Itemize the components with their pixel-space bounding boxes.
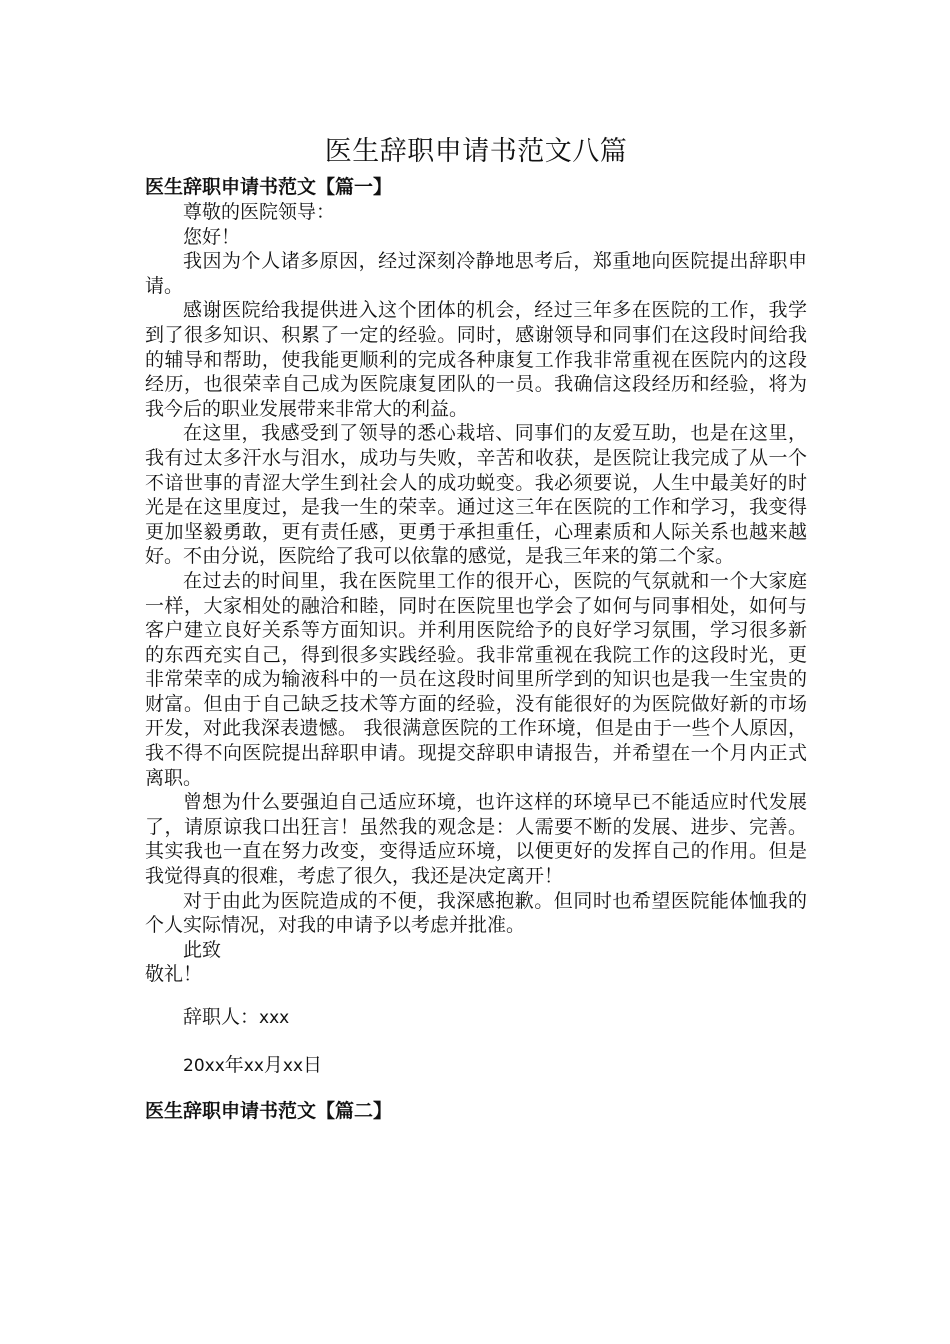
body-paragraph: 我因为个人诸多原因，经过深刻冷静地思考后，郑重地向医院提出辞职申请。 [145,250,807,297]
closing-line-2: 敬礼！ [145,963,203,986]
section-heading-1: 医生辞职申请书范文【篇一】 [145,176,393,198]
document-title: 医生辞职申请书范文八篇 [324,136,628,167]
date-year: 20xx [183,1055,225,1076]
closing-line-1: 此致 [183,938,222,961]
signature-label: 辞职人： [183,1006,260,1028]
date-day-unit: 日 [303,1053,323,1076]
body-paragraph: 曾想为什么要强迫自己适应环境，也许这样的环境早已不能适应时代发展了，请原谅我口出狂言！虽然我的观念是：人需要不断的发展、进步、完善。其实我也一直在努力改变，变得适应环境，以便更好的发挥自己的作用。但是我觉得真的很难，考虑了很久，我还是决定离开！ [145,791,807,888]
date-month: xx [243,1055,264,1076]
date-year-unit: 年 [224,1053,244,1076]
signature-name: xxx [259,1008,290,1028]
body-paragraph: 在过去的时间里，我在医院里工作的很开心，医院的气氛就和一个大家庭一样，大家相处的融洽和睦，同时在医院里也学会了如何与同事相处，如何与客户建立良好关系等方面知识。并利用医院给予的良好学习氛围，学习很多新的东西充实自己，得到很多实践经验。我非常重视在我院工作的这段时光，更非常荣幸的成为输液科中的一员在这段时间里所学到的知识也是我一生宝贵的财富。但由于自己缺乏技术等方面的经验，没有能很好的为医院做好新的市场开发，对此我深表遗憾。 我很满意医院的工作环境，但是由于一些个人原因，我不得不向医院提出辞职申请。现提交辞职申请报告，并希望在一个月内正式离职。 [145,569,807,789]
signature-line [145,1005,807,1031]
date-line [145,1053,807,1079]
section-heading-2: 医生辞职申请书范文【篇二】 [145,1100,393,1123]
body-paragraph: 对于由此为医院造成的不便，我深感抱歉。但同时也希望医院能体恤我的个人实际情况，对我的申请予以考虑并批准。 [145,889,807,937]
letter-greeting: 您好！ [183,225,241,248]
body-paragraph: 感谢医院给我提供进入这个团体的机会，经过三年多在医院的工作，我学到了很多知识、积累了一定的经验。同时，感谢领导和同事们在这段时间给我的辅导和帮助，使我能更顺利的完成各种康复工作我非常重视在医院内的这段经历，也很荣幸自己成为医院康复团队的一员。我确信这段经历和经验，将为我今后的职业发展带来非常大的利益。 [145,299,807,420]
date-month-unit: 月 [263,1053,283,1076]
letter-salutation: 尊敬的医院领导： [183,201,336,223]
body-paragraph: 在这里，我感受到了领导的悉心栽培、同事们的友爱互助，也是在这里，我有过太多汗水与泪水，成功与失败，辛苦和收获，是医院让我完成了从一个不谙世事的青涩大学生到社会人的成功蜕变。我必须要说，人生中最美好的时光是在这里度过，是我一生的荣幸。通过这三年在医院的工作和学习，我变得更加坚毅勇敢，更有责任感，更勇于承担重任，心理素质和人际关系也越来越好。不由分说，医院给了我可以依靠的感觉，是我三年来的第二个家。 [145,422,807,568]
document-page [145,132,807,1124]
date-day: xx [282,1055,304,1076]
